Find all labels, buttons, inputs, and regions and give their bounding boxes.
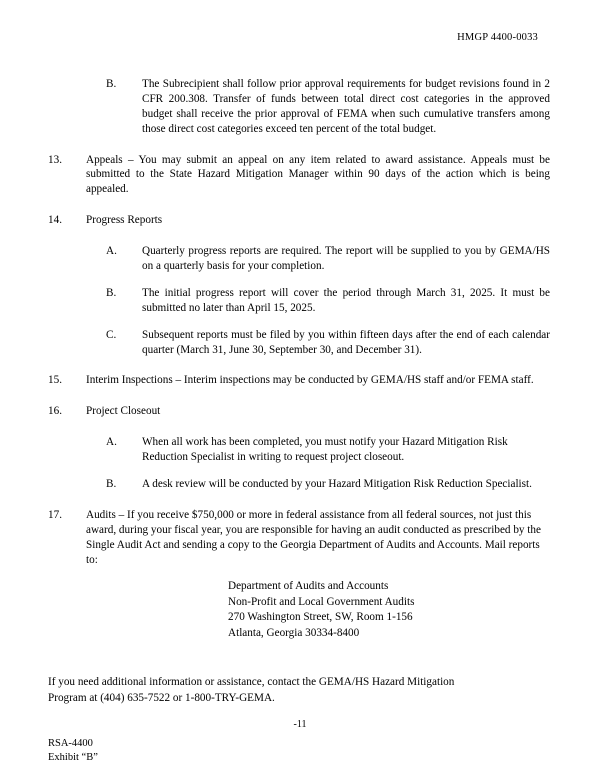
address-line: Department of Audits and Accounts <box>228 580 389 593</box>
list-item-marker: 16. <box>48 405 62 418</box>
list-item-marker: 17. <box>48 508 62 521</box>
document-footer <box>48 737 98 764</box>
footer-line-2: Exhibit “B” <box>48 751 98 763</box>
address-line: 270 Washington Street, SW, Room 1-156 <box>228 611 413 624</box>
list-item-marker: A. <box>106 245 117 258</box>
list-item-text: Project Closeout <box>86 405 161 418</box>
list-item-marker: B. <box>106 286 117 299</box>
closing-line-2: Program at (404) 635-7522 or 1-800-TRY-GEMA. <box>48 691 275 704</box>
list-item-text: Audits – If you receive $750,000 or more in federal assistance from all federal sources, not just this award, during your fiscal year, you are responsible for having an audit conducted as prescribed by the Single Audit Act and sending a copy to the Georgia Department of Audits and Accounts. Mail reports to: <box>86 508 541 566</box>
list-item <box>48 153 552 198</box>
address-line: Non-Profit and Local Government Audits <box>228 595 415 608</box>
list-item-text: The Subrecipient shall follow prior approval requirements for budget revisions found in 2 CFR 200.308. Transfer of funds between total direct cost categories in the approved budget shall receive the prior approval of FEMA when such cumulative transfers among those direct cost categories exceed ten percent of the total budget. <box>142 78 550 135</box>
list-item-text: Quarterly progress reports are required. The report will be supplied to you by GEMA/HS on a quarterly basis for your completion. <box>142 245 550 273</box>
list-item-text: The initial progress report will cover the period through March 31, 2025. It must be submitted no later than April 15, 2025. <box>142 286 550 314</box>
closing-line-1: If you need additional information or assistance, contact the GEMA/HS Hazard Mitigation <box>48 676 455 689</box>
list-item-text: Appeals – You may submit an appeal on any item related to award assistance. Appeals must be submitted to the State Hazard Mitigation Manager within 90 days of the action which is being appealed. <box>86 153 550 196</box>
address-line: Atlanta, Georgia 30334-8400 <box>228 626 360 639</box>
list-item <box>48 244 552 274</box>
list-item <box>48 508 552 568</box>
list-item-marker: A. <box>106 436 117 449</box>
list-item-text: Progress Reports <box>86 214 163 227</box>
list-item <box>48 213 552 228</box>
list-item <box>48 435 552 465</box>
footer-line-1: RSA-4400 <box>48 738 93 750</box>
mailing-address <box>48 579 552 641</box>
list-item-text: Subsequent reports must be filed by you within fifteen days after the end of each calendar quarter (March 31, June 30, September 30, and December 31). <box>142 328 550 356</box>
list-item-text: Interim Inspections – Interim inspections may be conducted by GEMA/HS staff and/or FEMA staff. <box>86 374 534 387</box>
list-item <box>48 477 552 492</box>
list-item-marker: C. <box>106 328 117 341</box>
list-item-marker: 15. <box>48 374 62 387</box>
list-item <box>48 286 552 316</box>
list-item <box>48 77 552 137</box>
list-item-text: A desk review will be conducted by your Hazard Mitigation Risk Reduction Specialist. <box>142 478 532 491</box>
closing-paragraph <box>48 675 552 706</box>
list-item <box>48 328 552 358</box>
list-item <box>48 404 552 419</box>
list-item-marker: 13. <box>48 153 62 166</box>
page-number: -11 <box>293 719 307 730</box>
list-item-marker: B. <box>106 478 117 491</box>
list-item-marker: B. <box>106 78 117 90</box>
list-item-marker: 14. <box>48 214 62 227</box>
document-header-id: HMGP 4400-0033 <box>457 32 538 43</box>
list-item <box>48 373 552 388</box>
list-item-text: When all work has been completed, you must notify your Hazard Mitigation Risk Reduction Specialist in writing to request project closeout. <box>142 436 508 464</box>
